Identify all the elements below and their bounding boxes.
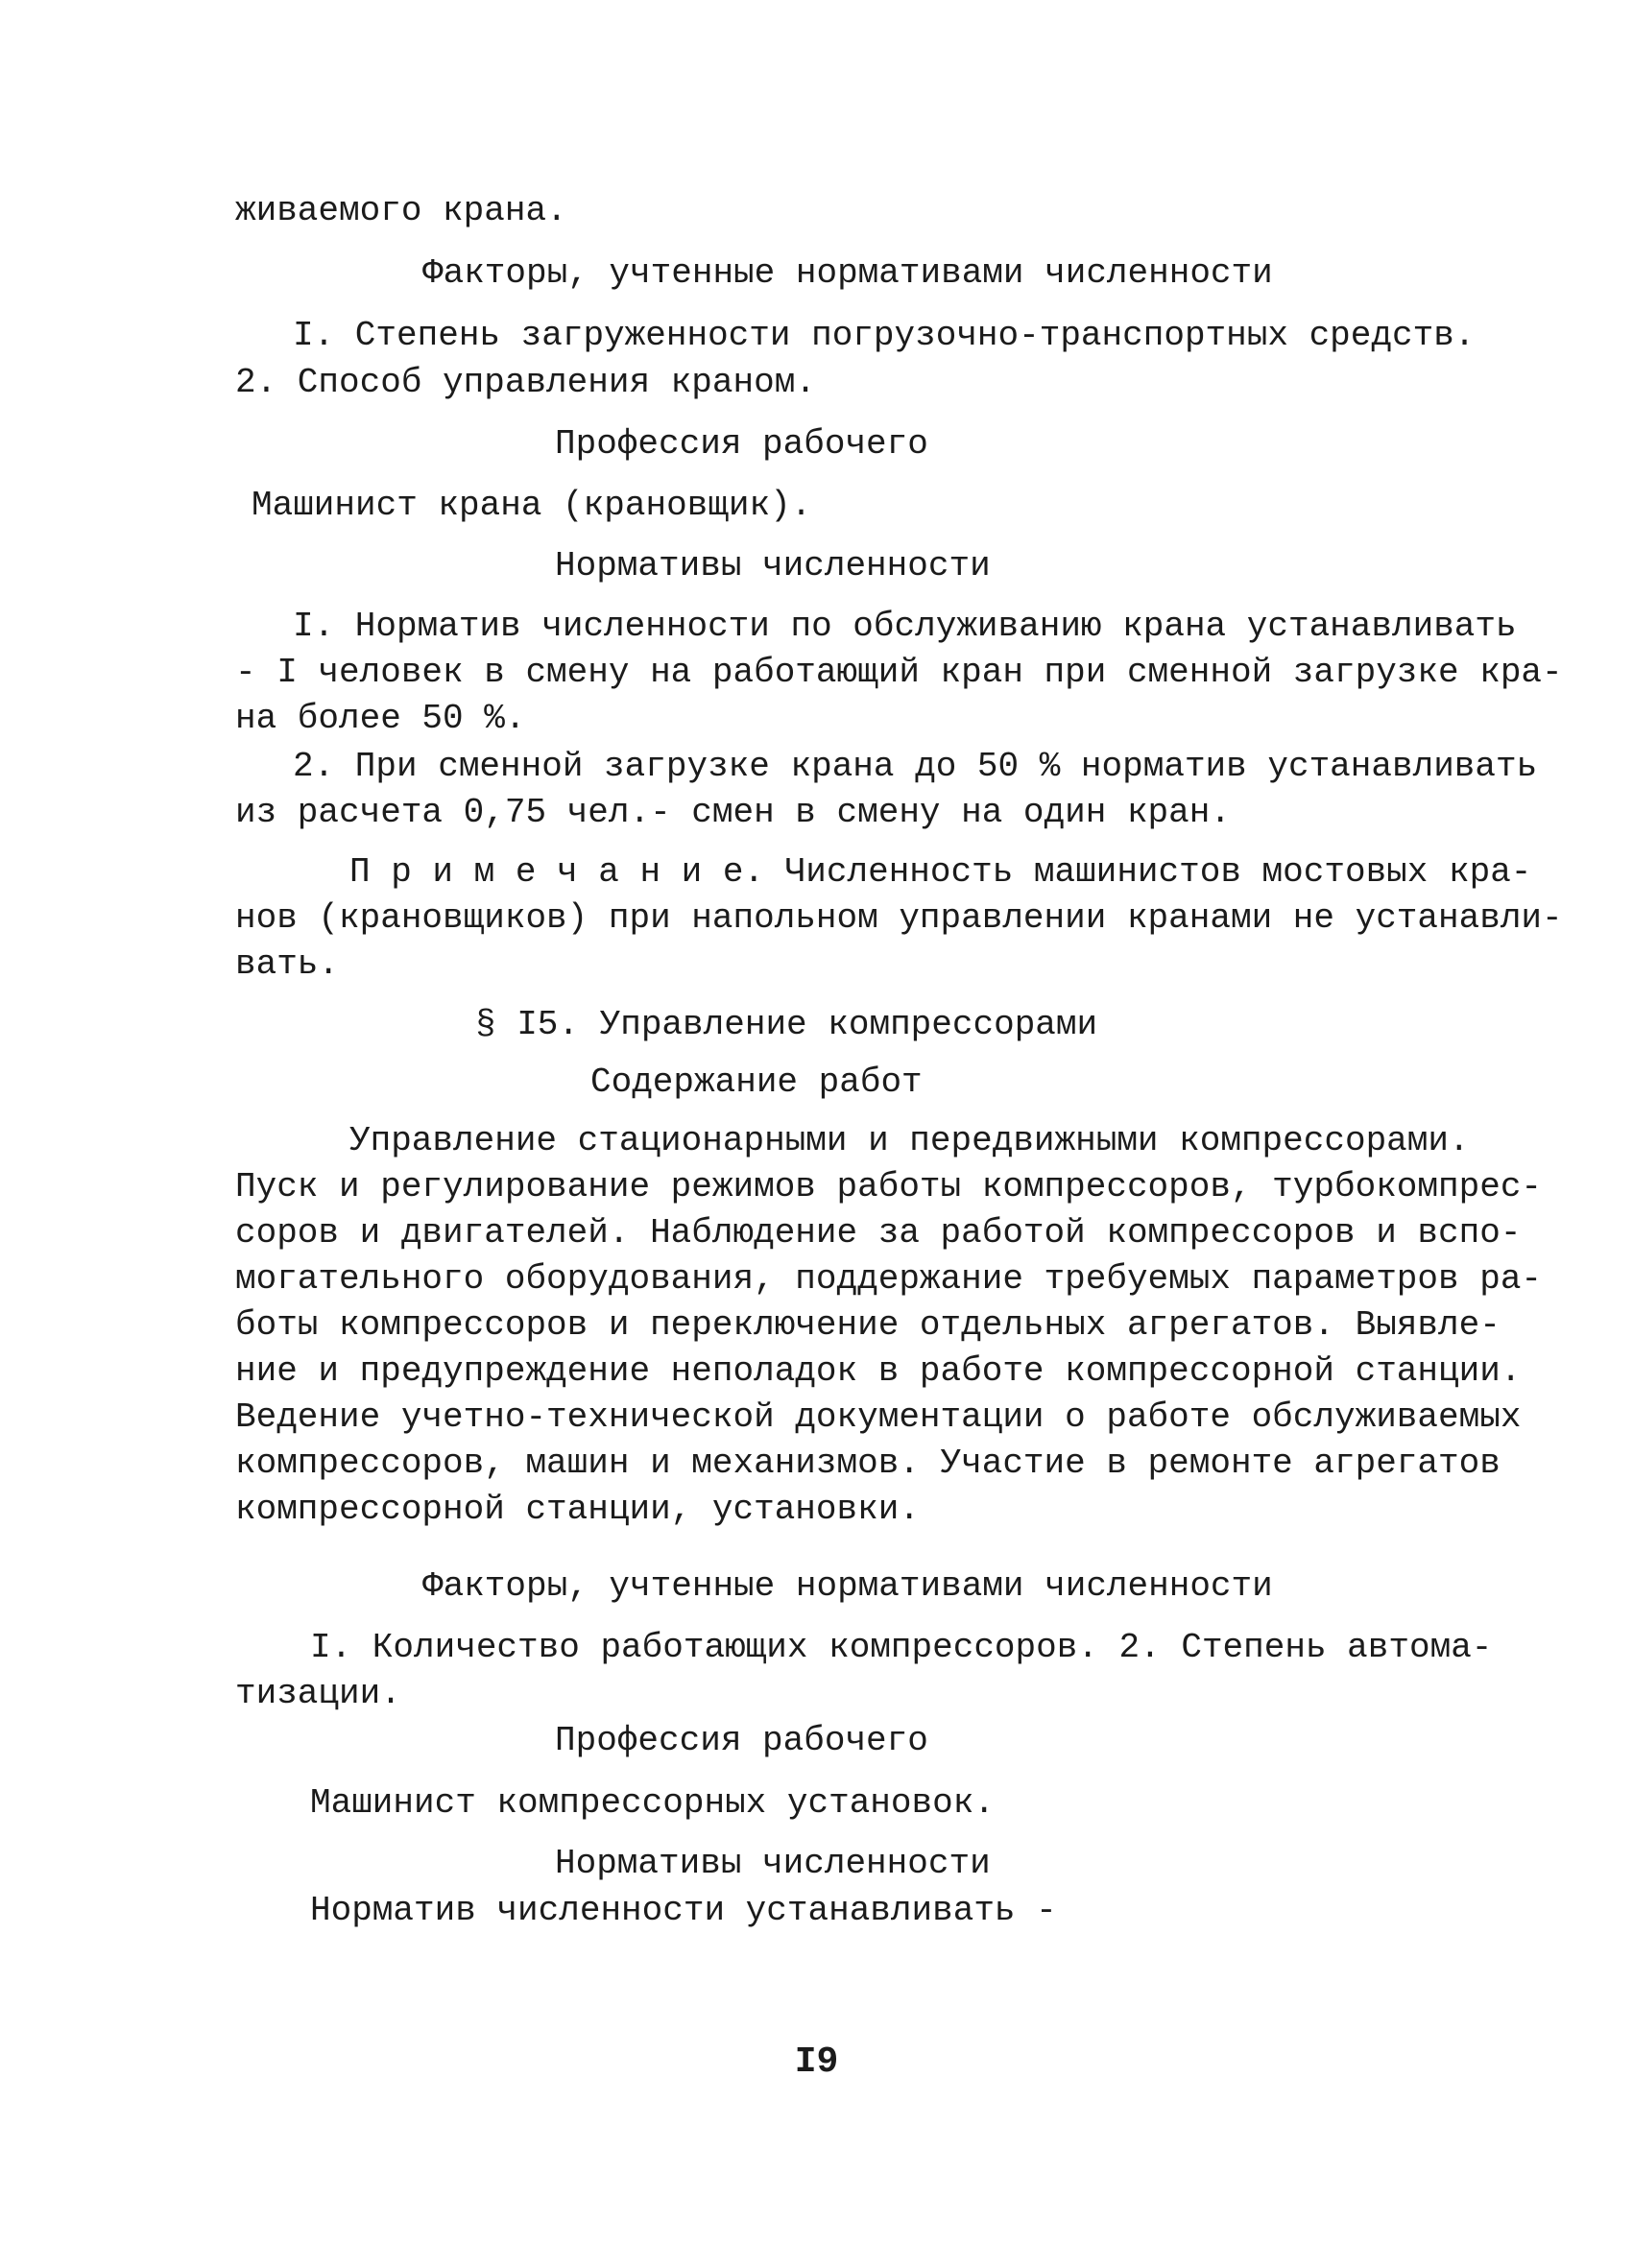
text-line: I. Количество работающих компрессоров. 2. Степень автома- bbox=[310, 1628, 1493, 1667]
text-line: I. Степень загруженности погрузочно-транспортных средств. bbox=[293, 316, 1476, 355]
text-line: 2. При сменной загрузке крана до 50 % норматив устанавливать bbox=[293, 747, 1538, 786]
text-line: Норматив численности устанавливать - bbox=[310, 1891, 1057, 1930]
section-heading: Нормативы численности bbox=[555, 1844, 991, 1883]
text-line: Управление стационарными и передвижными компрессорами. bbox=[349, 1121, 1470, 1160]
paragraph-title: § I5. Управление компрессорами bbox=[475, 1005, 1098, 1044]
text-line: из расчета 0,75 чел.- смен в смену на один кран. bbox=[235, 793, 1231, 832]
text-line: I. Норматив численности по обслуживанию крана устанавливать bbox=[293, 607, 1517, 646]
text-line: на более 50 %. bbox=[235, 699, 526, 738]
section-heading: Профессия рабочего bbox=[555, 1721, 928, 1760]
text-line: Ведение учетно-технической документации о работе обслуживаемых bbox=[235, 1397, 1522, 1437]
text-line: компрессоров, машин и механизмов. Участие в ремонте агрегатов bbox=[235, 1444, 1501, 1483]
section-heading: Нормативы численности bbox=[555, 546, 991, 585]
text-line: Машинист компрессорных установок. bbox=[310, 1783, 995, 1823]
text-line: Машинист крана (крановщик). bbox=[252, 486, 812, 525]
page-number: I9 bbox=[794, 2041, 839, 2083]
section-heading: Факторы, учтенные нормативами численности bbox=[422, 253, 1273, 293]
text-line: могательного оборудования, поддержание требуемых параметров ра- bbox=[235, 1259, 1543, 1299]
text-line: соров и двигателей. Наблюдение за работой компрессоров и вспо- bbox=[235, 1213, 1522, 1253]
text-line: живаемого крана. bbox=[235, 191, 567, 230]
text-line: 2. Способ управления краном. bbox=[235, 363, 816, 402]
section-heading: Содержание работ bbox=[590, 1062, 923, 1102]
text-line: компрессорной станции, установки. bbox=[235, 1490, 920, 1529]
text-line: тизации. bbox=[235, 1674, 401, 1713]
text-line: - I человек в смену на работающий кран при сменной загрузке кра- bbox=[235, 653, 1563, 692]
note-line: П р и м е ч а н и е. Численность машинистов мостовых кра- bbox=[349, 852, 1532, 892]
note-line: вать. bbox=[235, 944, 340, 984]
text-line: боты компрессоров и переключение отдельных агрегатов. Выявле- bbox=[235, 1305, 1501, 1345]
text-line: ние и предупреждение неполадок в работе компрессорной станции. bbox=[235, 1351, 1522, 1391]
note-line: нов (крановщиков) при напольном управлении кранами не устанавли- bbox=[235, 898, 1563, 938]
section-heading: Профессия рабочего bbox=[555, 424, 928, 464]
section-heading: Факторы, учтенные нормативами численности bbox=[422, 1566, 1273, 1606]
text-line: Пуск и регулирование режимов работы компрессоров, турбокомпрес- bbox=[235, 1167, 1543, 1206]
